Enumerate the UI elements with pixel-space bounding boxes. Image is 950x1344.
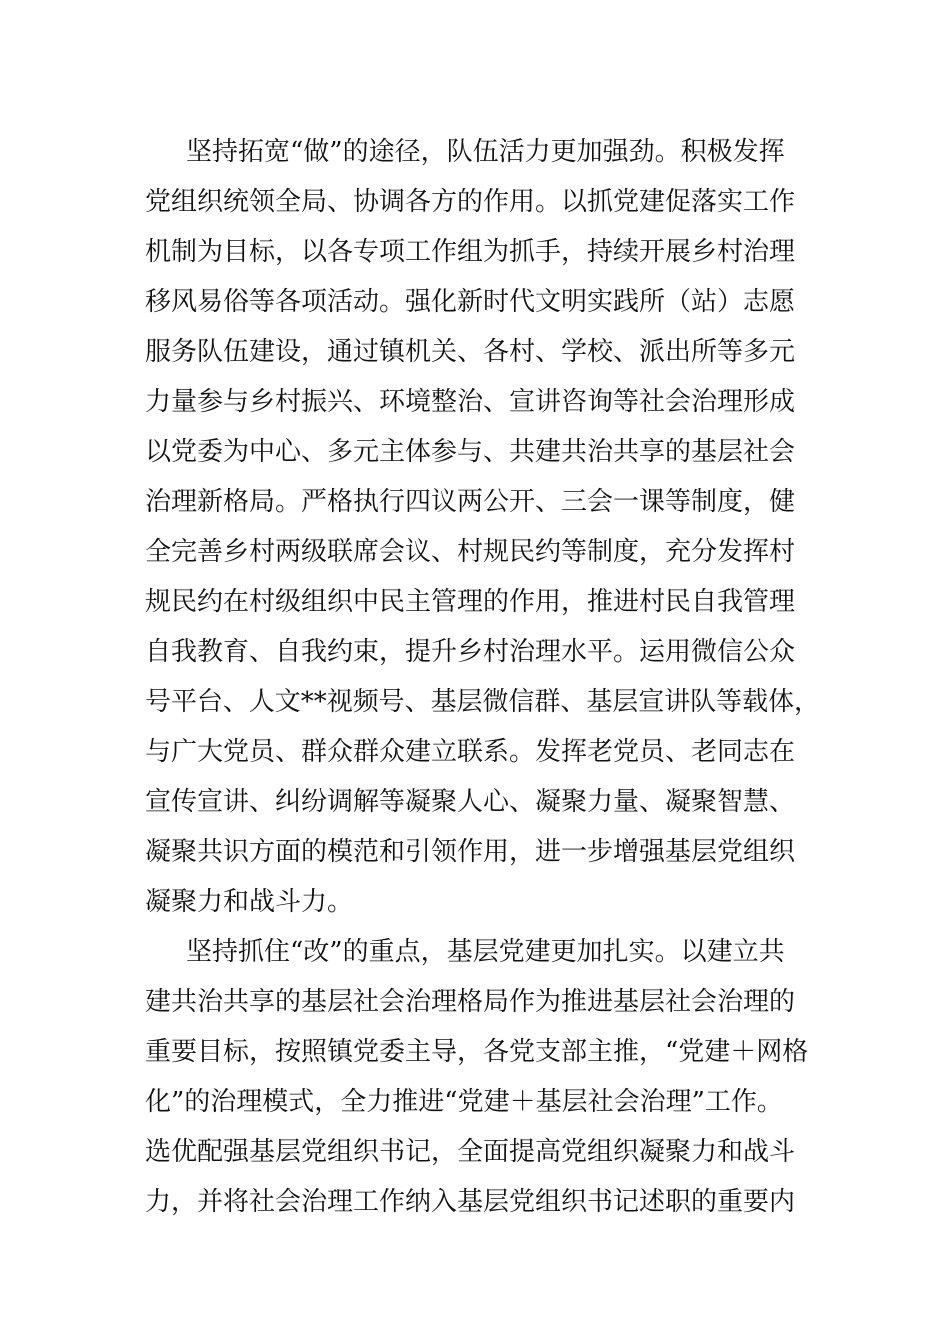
text-line: 服务队伍建设，通过镇机关、各村、学校、派出所等多元 <box>145 337 796 367</box>
text-line: 移风易俗等各项活动。强化新时代文明实践所（站）志愿 <box>145 287 796 317</box>
text-line: 建共治共享的基层社会治理格局作为推进基层社会治理的 <box>145 987 796 1017</box>
text-line: 号平台、人文**视频号、基层微信群、基层宣讲队等载体， <box>145 687 821 717</box>
text-line: 宣传宣讲、纠纷调解等凝聚人心、凝聚力量、凝聚智慧、 <box>145 787 796 817</box>
text-line: 治理新格局。严格执行四议两公开、三会一课等制度，健 <box>145 487 796 517</box>
text-line: 全完善乡村两级联席会议、村规民约等制度，充分发挥村 <box>145 537 796 567</box>
text-line: 力量参与乡村振兴、环境整治、宣讲咨询等社会治理形成 <box>145 387 796 417</box>
text-line: 规民约在村级组织中民主管理的作用，推进村民自我管理 <box>145 587 796 617</box>
text-line: 以党委为中心、多元主体参与、共建共治共享的基层社会 <box>145 437 796 467</box>
text-line: 党组织统领全局、协调各方的作用。以抓党建促落实工作 <box>145 187 796 217</box>
text-line: 选优配强基层党组织书记，全面提高党组织凝聚力和战斗 <box>145 1137 796 1167</box>
text-line: 凝聚共识方面的模范和引领作用，进一步增强基层党组织 <box>145 837 796 867</box>
text-line: 化”的治理模式，全力推进“党建＋基层社会治理”工作。 <box>145 1087 783 1117</box>
text-line: 力，并将社会治理工作纳入基层党组织书记述职的重要内 <box>145 1187 796 1217</box>
text-line: 坚持拓宽“做”的途径，队伍活力更加强劲。积极发挥 <box>186 137 785 167</box>
text-line: 凝聚力和战斗力。 <box>145 887 354 917</box>
text-line: 重要目标，按照镇党委主导，各党支部主推，“党建＋网格 <box>145 1037 809 1067</box>
text-line: 自我教育、自我约束，提升乡村治理水平。运用微信公众 <box>145 637 796 667</box>
text-line: 机制为目标，以各专项工作组为抓手，持续开展乡村治理 <box>145 237 796 267</box>
text-line: 坚持抓住“改”的重点，基层党建更加扎实。以建立共 <box>186 937 785 967</box>
text-line: 与广大党员、群众群众建立联系。发挥老党员、老同志在 <box>145 737 796 767</box>
